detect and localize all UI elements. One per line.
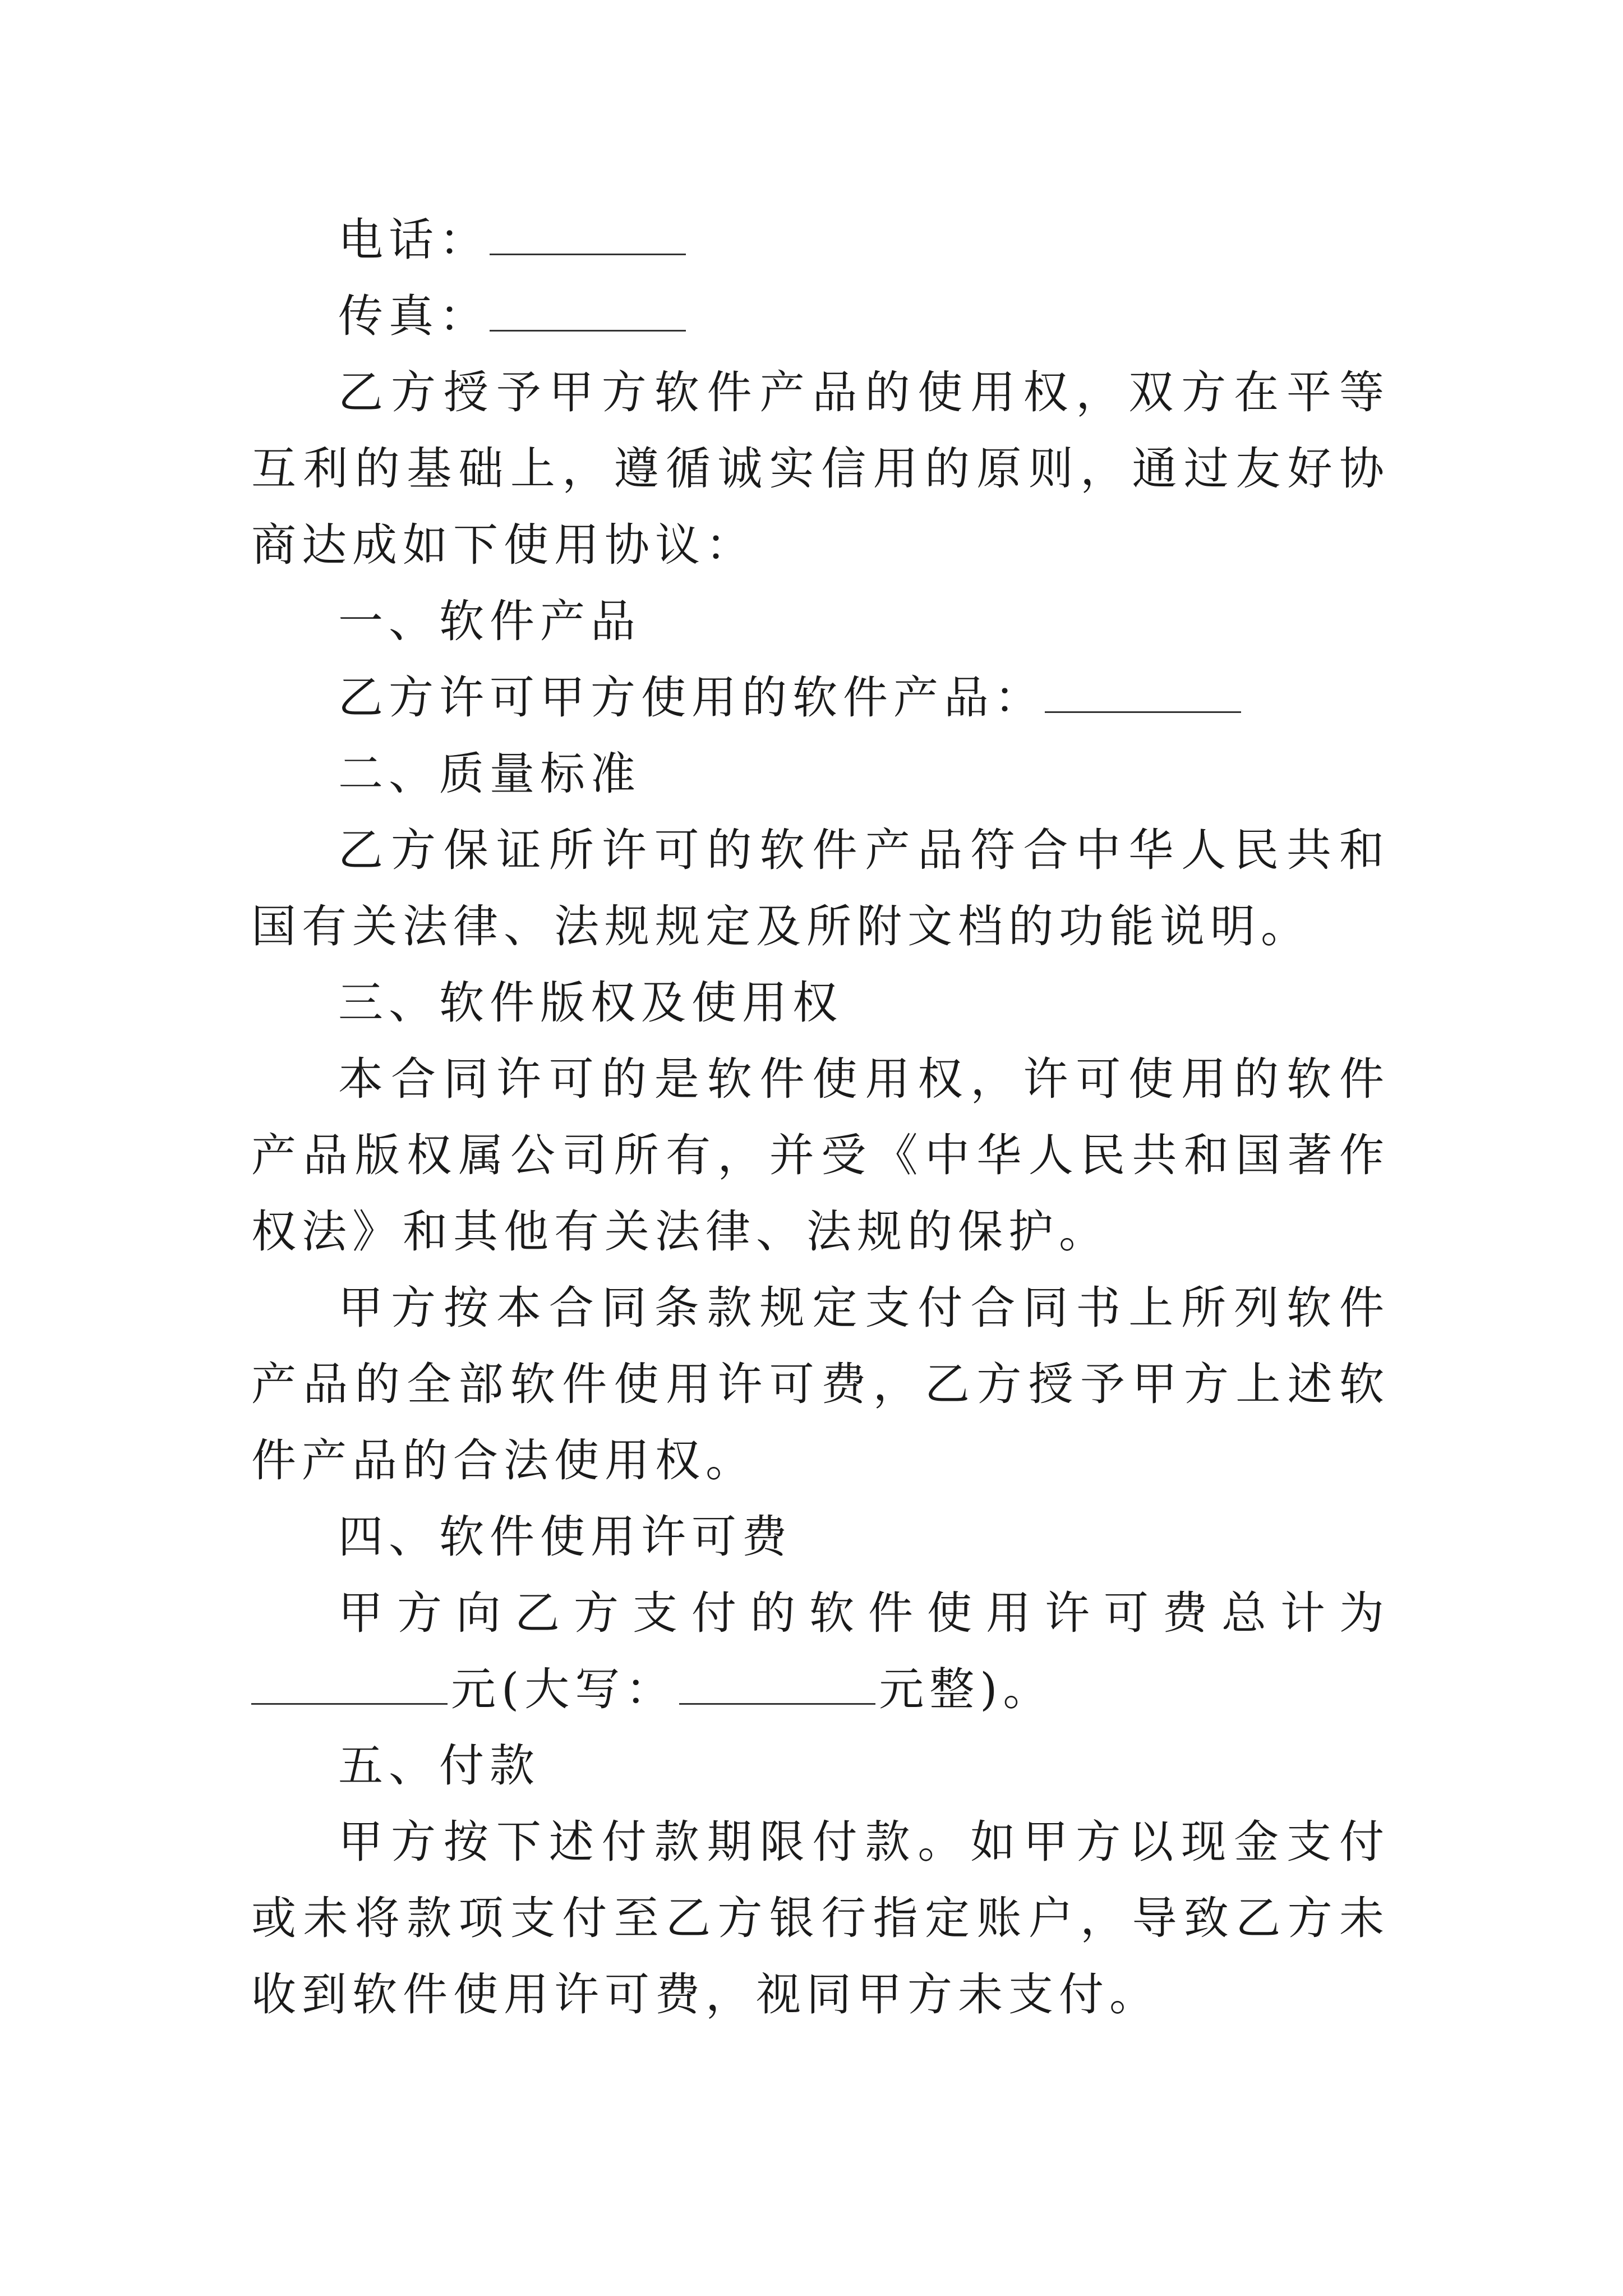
phone-blank — [490, 218, 686, 255]
fax-label: 传真： — [338, 290, 490, 342]
fee-uppercase-label: 元(大写： — [451, 1663, 676, 1715]
section-3-text-2: 甲方按本合同条款规定支付合同书上所列软件产品的全部软件使用许可费，乙方授予甲方上述软件产品的合法使用权。 — [251, 1282, 1390, 1487]
section-4-text — [251, 1575, 1390, 1728]
fee-suffix: 元整)。 — [879, 1663, 1054, 1715]
section-2-heading: 二、质量标准 — [338, 748, 641, 800]
phone-label: 电话： — [338, 214, 490, 266]
fax-blank — [490, 294, 686, 332]
software-product-label: 乙方许可甲方使用的软件产品： — [338, 671, 1045, 724]
fee-uppercase-blank — [679, 1667, 875, 1705]
section-1-heading: 一、软件产品 — [338, 595, 641, 647]
section-1-text — [251, 660, 1390, 736]
section-2-text: 乙方保证所许可的软件产品符合中华人民共和国有关法律、法规规定及所附文档的功能说明。 — [251, 824, 1390, 953]
section-4-heading: 四、软件使用许可费 — [338, 1511, 792, 1563]
document-page — [251, 202, 1390, 2033]
fee-total-label: 甲方向乙方支付的软件使用许可费总计为 — [338, 1587, 1390, 1639]
phone-line — [251, 202, 1390, 278]
section-3-heading: 三、软件版权及使用权 — [338, 977, 843, 1029]
intro-paragraph: 乙方授予甲方软件产品的使用权，双方在平等互利的基础上，遵循诚实信用的原则，通过友好协商达成如下使用协议： — [251, 366, 1390, 571]
fax-line — [251, 278, 1390, 355]
fee-amount-blank — [251, 1667, 448, 1705]
section-5-text: 甲方按下述付款期限付款。如甲方以现金支付或未将款项支付至乙方银行指定账户，导致乙方未收到软件使用许可费，视同甲方未支付。 — [251, 1816, 1390, 2021]
section-5-heading: 五、付款 — [338, 1740, 540, 1792]
section-3-text-1: 本合同许可的是软件使用权，许可使用的软件产品版权属公司所有，并受《中华人民共和国著作权法》和其他有关法律、法规的保护。 — [251, 1053, 1390, 1258]
software-product-blank — [1045, 675, 1241, 713]
